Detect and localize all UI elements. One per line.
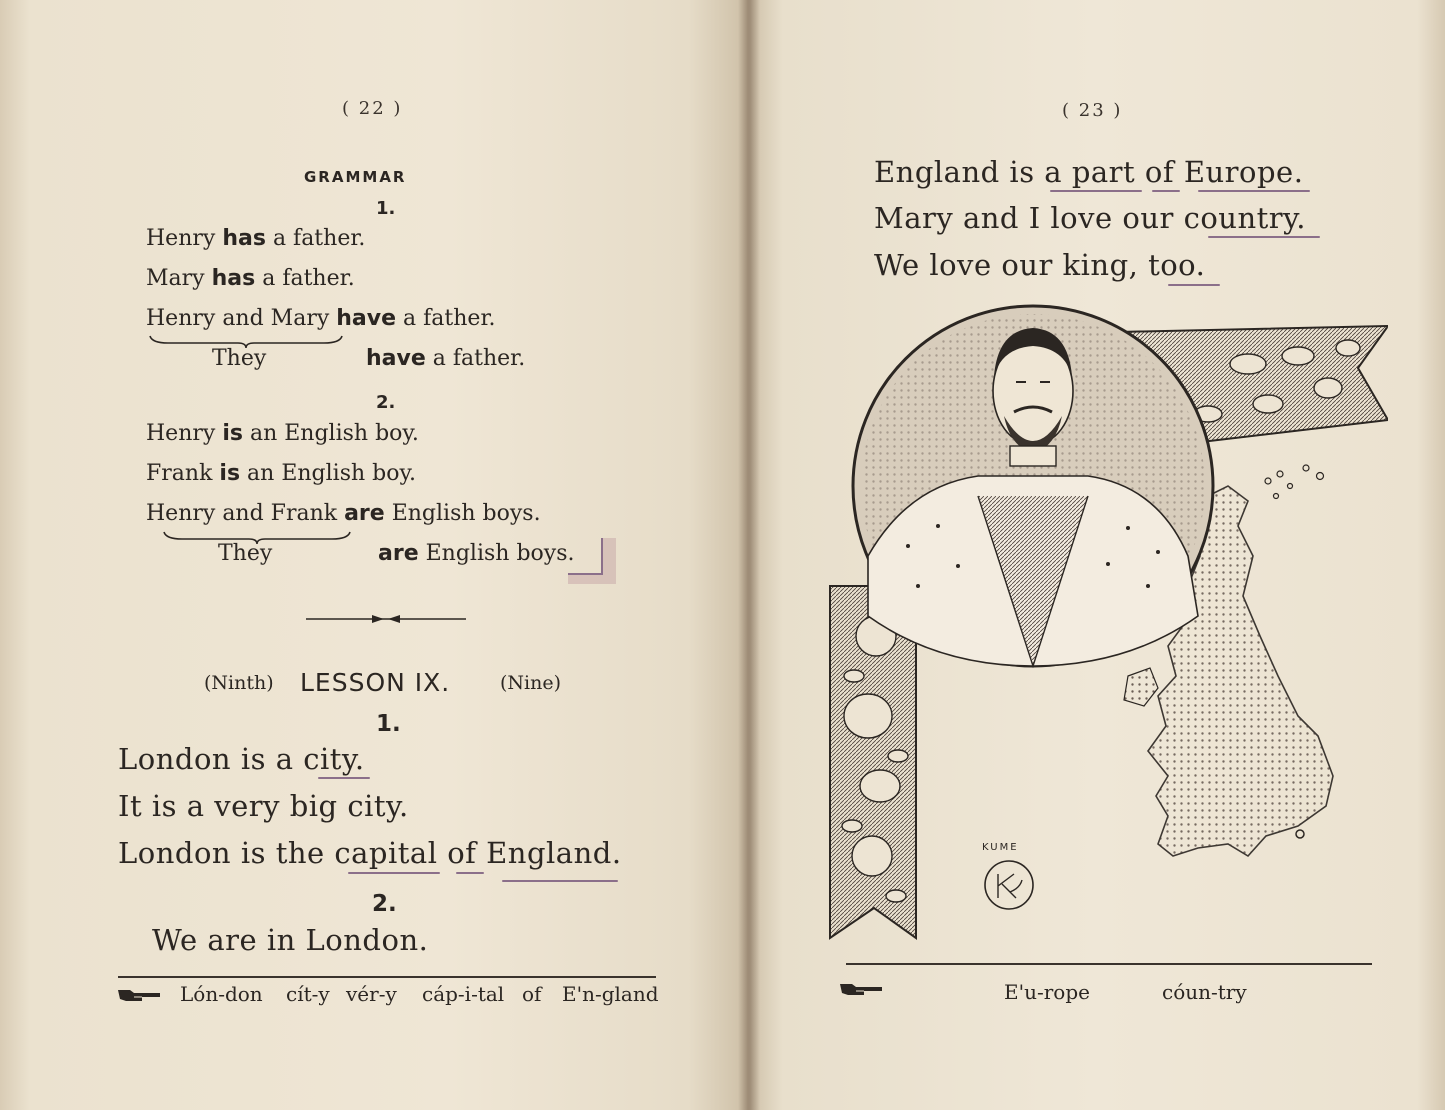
grammar-heading: GRAMMAR bbox=[304, 168, 407, 186]
subject: Henry bbox=[146, 226, 216, 251]
section-number: 2. bbox=[376, 392, 396, 413]
lesson-line: London is a city. bbox=[118, 742, 365, 776]
pencil-underline bbox=[1050, 190, 1142, 192]
lesson-ordinal: (Ninth) bbox=[204, 672, 274, 694]
verb: has bbox=[211, 266, 256, 291]
vocab-word: cáp-i-tal bbox=[422, 982, 505, 1006]
lesson-line: We love our king, too. bbox=[874, 248, 1206, 282]
grammar-line bbox=[146, 501, 541, 526]
grammar-line bbox=[146, 306, 496, 331]
verb: has bbox=[222, 226, 266, 251]
predicate: an English boy. bbox=[249, 421, 419, 446]
verb: is bbox=[219, 461, 241, 486]
predicate: English boys. bbox=[425, 541, 575, 566]
vocab-word: Lón-don bbox=[180, 982, 263, 1006]
grammar-line bbox=[146, 226, 365, 251]
page-number: ( 22 ) bbox=[342, 98, 403, 119]
verb: are bbox=[378, 541, 419, 566]
monogram-icon bbox=[982, 858, 1036, 912]
page-number: ( 23 ) bbox=[1062, 100, 1123, 121]
artist-signature: KUME bbox=[982, 842, 1019, 853]
vocab-word: of bbox=[522, 982, 542, 1006]
vocab-word: E'n-gland bbox=[562, 982, 659, 1006]
verb: have bbox=[366, 346, 426, 371]
grammar-line bbox=[146, 421, 419, 446]
predicate: a father. bbox=[403, 306, 496, 331]
subject: Henry bbox=[146, 421, 216, 446]
subject: They bbox=[212, 346, 267, 371]
lesson-title: LESSON IX. bbox=[300, 668, 451, 697]
grammar-line bbox=[146, 266, 355, 291]
pencil-underline bbox=[1208, 236, 1320, 238]
section-number: 1. bbox=[376, 198, 396, 219]
subject: Henry and Frank bbox=[146, 501, 338, 526]
predicate: an English boy. bbox=[247, 461, 416, 486]
section-number: 1. bbox=[376, 711, 401, 737]
vocab-word: E'u-rope bbox=[1004, 980, 1090, 1004]
pointing-hand-icon bbox=[116, 986, 162, 1004]
lesson-line: It is a very big city. bbox=[118, 789, 409, 823]
footer-rule bbox=[118, 976, 656, 978]
vocab-word: cít-y bbox=[286, 982, 330, 1006]
predicate: a father. bbox=[272, 226, 366, 251]
pencil-underline bbox=[348, 872, 440, 874]
pointing-hand-icon bbox=[838, 980, 884, 998]
grammar-line bbox=[378, 541, 575, 566]
verb: have bbox=[336, 306, 397, 331]
pencil-underline bbox=[1168, 284, 1220, 286]
pencil-mark-icon bbox=[562, 534, 622, 588]
pencil-underline bbox=[1198, 190, 1310, 192]
king-portrait-illustration bbox=[828, 296, 1388, 946]
pencil-underline bbox=[318, 777, 370, 779]
subject: Frank bbox=[146, 461, 213, 486]
verb: are bbox=[344, 501, 385, 526]
lesson-number-word: (Nine) bbox=[500, 672, 562, 694]
book-spine bbox=[738, 0, 760, 1110]
subject: Henry and Mary bbox=[146, 306, 330, 331]
pencil-underline bbox=[456, 872, 484, 874]
lesson-line: England is a part of Europe. bbox=[874, 155, 1304, 189]
vocab-word: cóun-try bbox=[1162, 980, 1247, 1004]
pencil-underline bbox=[502, 880, 618, 882]
predicate: a father. bbox=[262, 266, 355, 291]
lesson-line: Mary and I love our country. bbox=[874, 201, 1306, 235]
predicate: a father. bbox=[432, 346, 526, 371]
section-number: 2. bbox=[372, 891, 397, 917]
grammar-line bbox=[366, 346, 525, 371]
divider-ornament-icon bbox=[306, 611, 466, 627]
vocab-word: vér-y bbox=[346, 982, 397, 1006]
footer-rule bbox=[846, 963, 1372, 965]
subject: Mary bbox=[146, 266, 205, 291]
subject: They bbox=[218, 541, 273, 566]
pencil-underline bbox=[1152, 190, 1180, 192]
grammar-line bbox=[146, 461, 416, 486]
lesson-line: London is the capital of England. bbox=[118, 836, 622, 870]
right-page bbox=[748, 0, 1445, 1110]
lesson-line: We are in London. bbox=[152, 923, 429, 957]
verb: is bbox=[222, 421, 243, 446]
predicate: English boys. bbox=[391, 501, 541, 526]
